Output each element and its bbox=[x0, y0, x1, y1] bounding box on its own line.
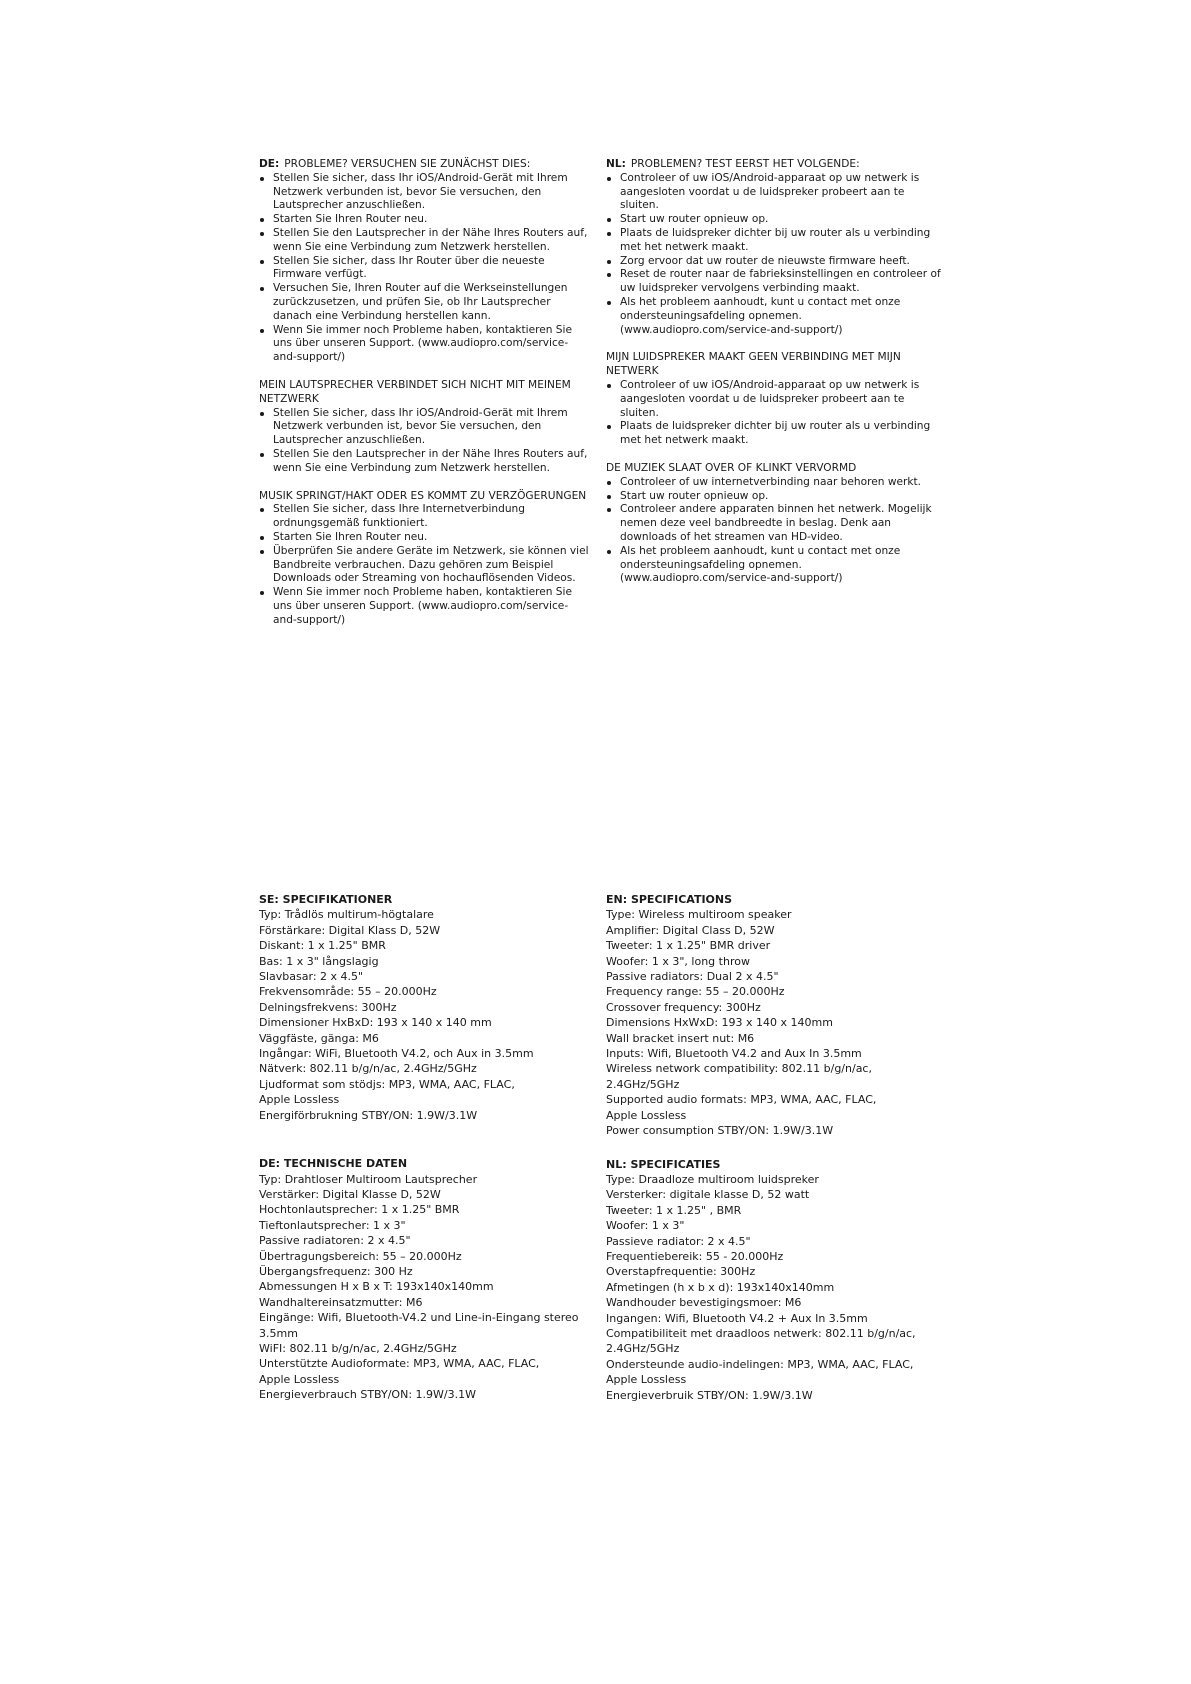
spec-line: 3.5mm bbox=[259, 1326, 298, 1340]
nl-specs-list bbox=[606, 1172, 946, 1403]
spec-line: Wall bracket insert nut: M6 bbox=[606, 1031, 755, 1045]
spec-line: Versterker: digitale klasse D, 52 watt bbox=[606, 1188, 810, 1202]
list-item: Controleer andere apparaten binnen het netwerk. Mogelijk nemen deze veel bandbreedte in beslag. Denk aan downloads of het streamen van HD-video. bbox=[606, 503, 946, 544]
spec-line: Wandhouder bevestigingsmoer: M6 bbox=[606, 1296, 802, 1310]
spec-line: Ingångar: WiFi, Bluetooth V4.2, och Aux in 3.5mm bbox=[259, 1047, 534, 1061]
spec-line: Energieverbruik STBY/ON: 1.9W/3.1W bbox=[606, 1388, 813, 1402]
spec-line: Diskant: 1 x 1.25" BMR bbox=[259, 939, 386, 953]
spec-line: Bas: 1 x 3" långslagig bbox=[259, 954, 379, 968]
spec-line: 2.4GHz/5GHz bbox=[606, 1077, 680, 1091]
spec-line: Frekvensområde: 55 – 20.000Hz bbox=[259, 985, 437, 999]
nl-specs-title: NL: SPECIFICATIES bbox=[606, 1157, 721, 1171]
spec-line: Woofer: 1 x 3" bbox=[606, 1219, 685, 1233]
spec-line: Abmessungen H x B x T: 193x140x140mm bbox=[259, 1280, 494, 1294]
de-lang-label: DE: bbox=[259, 158, 280, 170]
nl-trouble-title: PROBLEMEN? TEST EERST HET VOLGENDE: bbox=[630, 158, 860, 170]
spec-line: Verstärker: Digital Klasse D, 52W bbox=[259, 1187, 441, 1201]
spec-line: Type: Wireless multiroom speaker bbox=[606, 908, 792, 922]
list-item: Controleer of uw iOS/Android-apparaat op uw netwerk is aangesloten voordat u de luidspreker probeert aan te sluiten. bbox=[606, 379, 946, 420]
list-item: Stellen Sie sicher, dass Ihr Router über die neueste Firmware verfügt. bbox=[259, 255, 589, 283]
list-item: Controleer of uw iOS/Android-apparaat op uw netwerk is aangesloten voordat u de luidspreker probeert aan te sluiten. bbox=[606, 172, 946, 213]
list-item: Zorg ervoor dat uw router de nieuwste firmware heeft. bbox=[606, 255, 946, 269]
de-trouble-title: PROBLEME? VERSUCHEN SIE ZUNÄCHST DIES: bbox=[284, 158, 531, 170]
list-item: Stellen Sie den Lautsprecher in der Nähe Ihres Routers auf, wenn Sie eine Verbindung zum Netzwerk herstellen. bbox=[259, 448, 589, 476]
spec-line: Compatibiliteit met draadloos netwerk: 802.11 b/g/n/ac, bbox=[606, 1326, 916, 1340]
list-item: Stellen Sie sicher, dass Ihre Internetverbindung ordnungsgemäß funktioniert. bbox=[259, 503, 589, 531]
list-item: Start uw router opnieuw op. bbox=[606, 490, 946, 504]
spec-line: Dimensioner HxBxD: 193 x 140 x 140 mm bbox=[259, 1016, 492, 1030]
nl-section3-list bbox=[606, 476, 946, 586]
spec-line: Power consumption STBY/ON: 1.9W/3.1W bbox=[606, 1124, 834, 1138]
spec-line: Apple Lossless bbox=[259, 1093, 340, 1107]
spec-line: Supported audio formats: MP3, WMA, AAC, FLAC, bbox=[606, 1093, 877, 1107]
spec-line: Apple Lossless bbox=[606, 1108, 687, 1122]
spec-line: Frequency range: 55 – 20.000Hz bbox=[606, 985, 785, 999]
spec-line: Ingangen: Wifi, Bluetooth V4.2 + Aux In 3.5mm bbox=[606, 1311, 868, 1325]
spec-line: Väggfäste, gänga: M6 bbox=[259, 1031, 379, 1045]
spec-line: Apple Lossless bbox=[259, 1372, 340, 1386]
spec-line: 2.4GHz/5GHz bbox=[606, 1342, 680, 1356]
list-item: Starten Sie Ihren Router neu. bbox=[259, 531, 589, 545]
de-section2-heading: MEIN LAUTSPRECHER VERBINDET SICH NICHT MIT MEINEM NETZWERK bbox=[259, 378, 571, 405]
spec-line: Afmetingen (h x b x d): 193x140x140mm bbox=[606, 1280, 835, 1294]
spec-line: Übergangsfrequenz: 300 Hz bbox=[259, 1264, 413, 1278]
list-item: Reset de router naar de fabrieksinstellingen en controleer of uw luidspreker vervolgens verbinding maakt. bbox=[606, 268, 946, 296]
de-trouble-list bbox=[259, 172, 589, 365]
list-item: Plaats de luidspreker dichter bij uw router als u verbinding met het netwerk maakt. bbox=[606, 420, 946, 448]
spec-line: Delningsfrekvens: 300Hz bbox=[259, 1000, 397, 1014]
list-item: Wenn Sie immer noch Probleme haben, kontaktieren Sie uns über unseren Support. (www.audiopro.com/service-and-support/) bbox=[259, 324, 589, 365]
de-section3-heading: MUSIK SPRINGT/HAKT ODER ES KOMMT ZU VERZÖGERUNGEN bbox=[259, 489, 587, 502]
de-trouble-heading bbox=[259, 158, 589, 172]
spec-line: Dimensions HxWxD: 193 x 140 x 140mm bbox=[606, 1016, 833, 1030]
nl-section2-list bbox=[606, 379, 946, 448]
list-item: Stellen Sie den Lautsprecher in der Nähe Ihres Routers auf, wenn Sie eine Verbindung zum Netzwerk herstellen. bbox=[259, 227, 589, 255]
spec-line: Overstapfrequentie: 300Hz bbox=[606, 1265, 756, 1279]
spec-line: Passieve radiator: 2 x 4.5" bbox=[606, 1234, 751, 1248]
nl-trouble-heading bbox=[606, 158, 946, 172]
spec-line: Type: Draadloze multiroom luidspreker bbox=[606, 1172, 819, 1186]
spec-line: WiFI: 802.11 b/g/n/ac, 2.4GHz/5GHz bbox=[259, 1341, 457, 1355]
spec-line: Ondersteunde audio-indelingen: MP3, WMA, AAC, FLAC, bbox=[606, 1357, 914, 1371]
spec-line: Ljudformat som stödjs: MP3, WMA, AAC, FLAC, bbox=[259, 1077, 515, 1091]
spec-line: Übertragungsbereich: 55 – 20.000Hz bbox=[259, 1249, 462, 1263]
de-specs-title: DE: TECHNISCHE DATEN bbox=[259, 1157, 408, 1171]
nl-trouble-list bbox=[606, 172, 946, 338]
spec-line: Slavbasar: 2 x 4.5" bbox=[259, 970, 364, 984]
spec-line: Crossover frequency: 300Hz bbox=[606, 1000, 761, 1014]
list-item: Als het probleem aanhoudt, kunt u contact met onze ondersteuningsafdeling opnemen. (www.audiopro.com/service-and-support/) bbox=[606, 296, 946, 337]
se-specs-title: SE: SPECIFIKATIONER bbox=[259, 893, 393, 906]
list-item: Versuchen Sie, Ihren Router auf die Werkseinstellungen zurückzusetzen, und prüfen Sie, ob Ihr Lautsprecher danach eine Verbindung herstellen kann. bbox=[259, 282, 589, 323]
spec-line: Unterstützte Audioformate: MP3, WMA, AAC, FLAC, bbox=[259, 1357, 540, 1371]
left-specs bbox=[259, 892, 589, 1403]
spec-line: Frequentiebereik: 55 - 20.000Hz bbox=[606, 1249, 784, 1263]
spec-line: Energiförbrukning STBY/ON: 1.9W/3.1W bbox=[259, 1108, 478, 1122]
de-specs-list bbox=[259, 1172, 589, 1403]
spec-line: Typ: Trådlös multirum-högtalare bbox=[259, 908, 434, 922]
list-item: Als het probleem aanhoudt, kunt u contact met onze ondersteuningsafdeling opnemen. (www.audiopro.com/service-and-support/) bbox=[606, 545, 946, 586]
en-specs-list bbox=[606, 907, 946, 1138]
spec-line: Woofer: 1 x 3", long throw bbox=[606, 954, 750, 968]
spec-line: Amplifier: Digital Class D, 52W bbox=[606, 923, 775, 937]
list-item: Start uw router opnieuw op. bbox=[606, 213, 946, 227]
spec-line: Wireless network compatibility: 802.11 b/g/n/ac, bbox=[606, 1062, 872, 1076]
list-item: Überprüfen Sie andere Geräte im Netzwerk, sie können viel Bandbreite verbrauchen. Dazu gehören zum Beispiel Downloads oder Streaming von hochauflösenden Videos. bbox=[259, 545, 589, 586]
spec-line: Inputs: Wifi, Bluetooth V4.2 and Aux In 3.5mm bbox=[606, 1047, 862, 1061]
spec-line: Hochtonlautsprecher: 1 x 1.25" BMR bbox=[259, 1203, 460, 1217]
list-item: Wenn Sie immer noch Probleme haben, kontaktieren Sie uns über unseren Support. (www.audiopro.com/service-and-support/) bbox=[259, 586, 589, 627]
list-item: Controleer of uw internetverbinding naar behoren werkt. bbox=[606, 476, 946, 490]
spec-line: Tweeter: 1 x 1.25" , BMR bbox=[606, 1203, 742, 1217]
list-item: Starten Sie Ihren Router neu. bbox=[259, 213, 589, 227]
list-item: Stellen Sie sicher, dass Ihr iOS/Android-Gerät mit Ihrem Netzwerk verbunden ist, bevor Sie versuchen, den Lautsprecher anzuschließen. bbox=[259, 172, 589, 213]
list-item: Stellen Sie sicher, dass Ihr iOS/Android-Gerät mit Ihrem Netzwerk verbunden ist, bevor Sie versuchen, den Lautsprecher anzuschließen. bbox=[259, 407, 589, 448]
nl-section3-heading: DE MUZIEK SLAAT OVER OF KLINKT VERVORMD bbox=[606, 461, 857, 474]
spec-line: Nätverk: 802.11 b/g/n/ac, 2.4GHz/5GHz bbox=[259, 1062, 477, 1076]
spec-line: Förstärkare: Digital Klass D, 52W bbox=[259, 923, 441, 937]
nl-section2-heading: MIJN LUIDSPREKER MAAKT GEEN VERBINDING MET MIJN NETWERK bbox=[606, 351, 901, 378]
right-specs bbox=[606, 892, 946, 1403]
de-section2-list bbox=[259, 407, 589, 476]
spec-line: Tweeter: 1 x 1.25" BMR driver bbox=[606, 939, 771, 953]
de-troubleshooting bbox=[259, 158, 589, 628]
spec-line: Passive radiators: Dual 2 x 4.5" bbox=[606, 970, 779, 984]
spec-line: Energieverbrauch STBY/ON: 1.9W/3.1W bbox=[259, 1388, 476, 1402]
spec-line: Eingänge: Wifi, Bluetooth-V4.2 und Line-in-Eingang stereo bbox=[259, 1311, 579, 1325]
nl-lang-label: NL: bbox=[606, 158, 626, 170]
spec-line: Tieftonlautsprecher: 1 x 3" bbox=[259, 1218, 406, 1232]
de-section3-list bbox=[259, 503, 589, 627]
en-specs-title: EN: SPECIFICATIONS bbox=[606, 893, 733, 906]
list-item: Plaats de luidspreker dichter bij uw router als u verbinding met het netwerk maakt. bbox=[606, 227, 946, 255]
se-specs-list bbox=[259, 907, 589, 1123]
spec-line: Typ: Drahtloser Multiroom Lautsprecher bbox=[259, 1172, 478, 1186]
spec-line: Passive radiatoren: 2 x 4.5" bbox=[259, 1234, 411, 1248]
spec-line: Wandhaltereinsatzmutter: M6 bbox=[259, 1295, 423, 1309]
nl-troubleshooting bbox=[606, 158, 946, 586]
spec-line: Apple Lossless bbox=[606, 1373, 687, 1387]
